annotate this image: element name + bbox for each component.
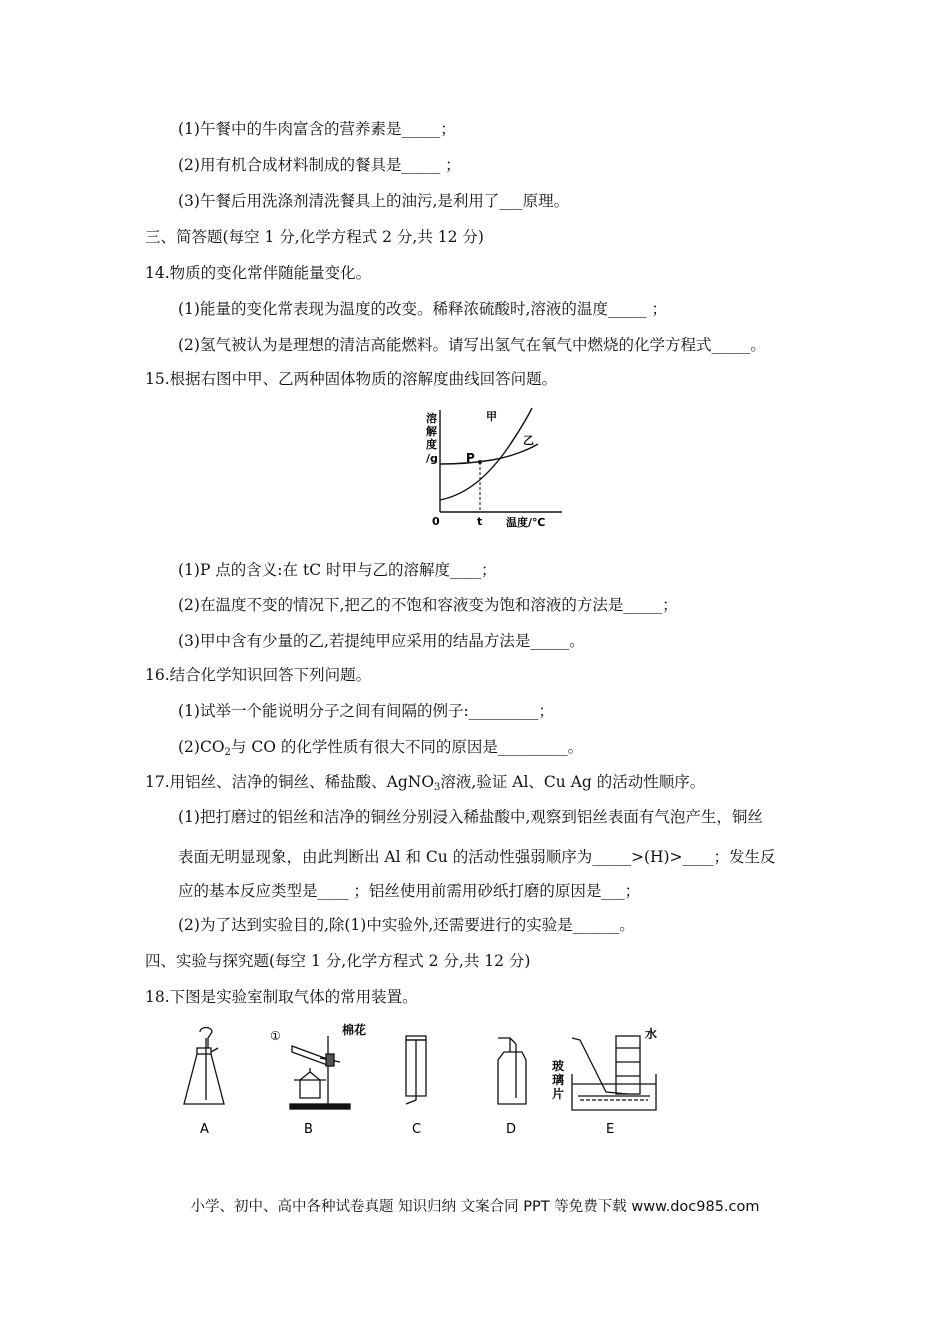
q17-item-1-line-3: 应的基本反应类型是____ ；铝丝使用前需用砂纸打磨的原因是___；: [178, 882, 641, 900]
curve-yi-label: 乙: [523, 434, 534, 447]
q16-item-2-post: 与 CO 的化学性质有很大不同的原因是_________。: [230, 738, 584, 756]
q17-item-1-line-1: (1)把打磨过的铝丝和洁净的铜丝分别浸入稀盐酸中,观察到铝丝表面有气泡产生，铜丝: [178, 808, 763, 826]
q15-item-1: (1)P 点的含义:在 tC 时甲与乙的溶解度____；: [178, 561, 497, 579]
apparatus-e: [572, 1036, 656, 1110]
cotton-label: 棉花: [342, 1023, 367, 1037]
apparatus-b: [290, 1036, 350, 1109]
q16-item-2: [178, 736, 583, 764]
q16-item-2-pre: (2)CO: [178, 738, 225, 756]
tick-t-label: t: [477, 515, 483, 528]
label-c: C: [412, 1122, 422, 1137]
water-label: 水: [645, 1027, 658, 1041]
q17-item-1-line-2: 表面无明显现象，由此判断出 Al 和 Cu 的活动性强弱顺序为_____>(H)>____；发生反: [178, 848, 776, 866]
q15-item-3: (3)甲中含有少量的乙,若提纯甲应采用的结晶方法是_____。: [178, 632, 585, 650]
ylabel-char-2: 解: [426, 425, 437, 438]
q17-stem-post: 溶液,验证 Al、Cu Ag 的活动性顺序。: [440, 773, 706, 791]
point-p-marker: [478, 460, 482, 464]
section-4-title: 四、实验与探究题(每空 1 分,化学方程式 2 分,共 12 分): [145, 952, 531, 970]
section-3-title: 三、简答题(每空 1 分,化学方程式 2 分,共 12 分): [145, 228, 484, 246]
footer-ad: 小学、初中、高中各种试卷真题 知识归纳 文案合同 PPT 等免费下载 www.doc985.com: [190, 1199, 760, 1215]
label-d: D: [506, 1122, 517, 1137]
q16-item-2-sub: 2: [224, 747, 231, 758]
q17-stem-pre: 17.用铝丝、洁净的铜丝、稀盐酸、AgNO: [145, 773, 435, 791]
lab-apparatus-figure: [180, 1018, 670, 1143]
q14-item-1: (1)能量的变化常表现为温度的改变。稀释浓硫酸时,溶液的温度_____ ；: [178, 300, 668, 318]
q15-stem: 15.根据右图中甲、乙两种固体物质的溶解度曲线回答问题。: [145, 370, 558, 388]
label-b: B: [304, 1122, 313, 1137]
q13-item-3: (3)午餐后用洗涤剂清洗餐具上的油污,是利用了___原理。: [178, 192, 570, 210]
xlabel: 温度/℃: [506, 516, 546, 529]
apparatus-c: [406, 1036, 426, 1104]
ylabel-char-1: 溶: [426, 412, 437, 425]
q13-item-1: (1)午餐中的牛肉富含的营养素是_____；: [178, 120, 456, 138]
q17-stem: [145, 771, 705, 799]
solubility-curve-figure: [420, 402, 570, 532]
q13-item-2: (2)用有机合成材料制成的餐具是_____ ；: [178, 156, 461, 174]
apparatus-d: [498, 1038, 526, 1104]
glass-label-3: 片: [552, 1087, 565, 1101]
glass-label-2: 璃: [552, 1073, 565, 1087]
q18-stem: 18.下图是实验室制取气体的常用装置。: [145, 988, 418, 1006]
curve-jia-label: 甲: [486, 410, 497, 423]
q17-item-2: (2)为了达到实验目的,除(1)中实验外,还需要进行的实验是______。: [178, 916, 635, 934]
circle-one-label: ①: [270, 1029, 281, 1043]
label-e: E: [606, 1122, 615, 1137]
point-p-label: P: [466, 451, 475, 465]
ylabel-char-3: 度: [426, 438, 437, 451]
label-a: A: [200, 1122, 209, 1137]
apparatus-a: [184, 1028, 224, 1105]
glass-label-1: 玻: [552, 1059, 565, 1073]
q16-item-1: (1)试举一个能说明分子之间有间隔的例子:_________；: [178, 702, 554, 720]
q14-stem: 14.物质的变化常伴随能量变化。: [145, 264, 372, 282]
q16-stem: 16.结合化学知识回答下列问题。: [145, 666, 372, 684]
q14-item-2: (2)氢气被认为是理想的清洁高能燃料。请写出氢气在氧气中燃烧的化学方程式_____。: [178, 336, 766, 354]
origin-label: 0: [432, 515, 440, 528]
ylabel-char-4: /g: [426, 452, 438, 465]
q17-stem-sub: 3: [434, 782, 441, 793]
q15-item-2: (2)在温度不变的情况下,把乙的不饱和容液变为饱和溶液的方法是_____；: [178, 596, 678, 614]
curve-yi: [440, 444, 538, 464]
